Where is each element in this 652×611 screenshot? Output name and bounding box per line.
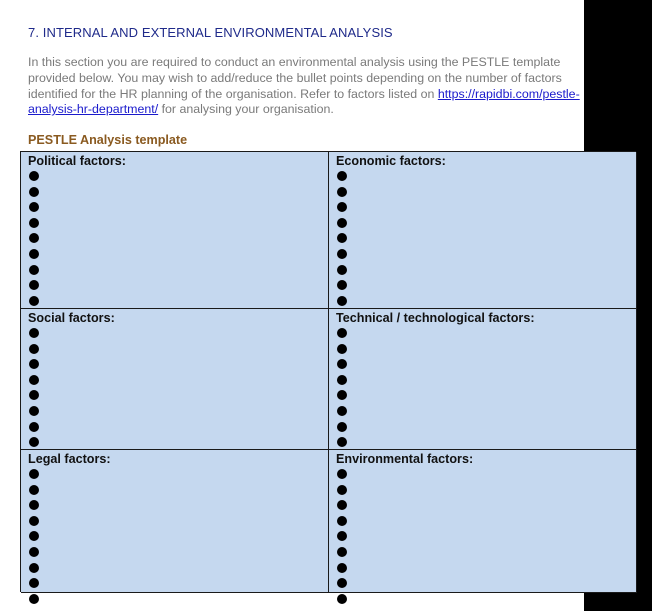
bullet-point (337, 265, 347, 275)
economic-factors-cell[interactable] (329, 152, 637, 309)
pestle-template-title: PESTLE Analysis template (28, 133, 188, 147)
bullet-point (337, 187, 347, 197)
bullet-point (29, 359, 39, 369)
bullet-point (29, 218, 39, 228)
bullet-point (337, 280, 347, 290)
bullet-list (28, 469, 328, 604)
bullet-point (337, 500, 347, 510)
bullet-point (29, 296, 39, 306)
bullet-point (29, 437, 39, 447)
bullet-point (337, 233, 347, 243)
bullet-point (337, 202, 347, 212)
bullet-point (29, 406, 39, 416)
bullet-point (29, 265, 39, 275)
bullet-point (337, 485, 347, 495)
bullet-point (337, 249, 347, 259)
bullet-point (29, 469, 39, 479)
bullet-point (29, 485, 39, 495)
bullet-point (337, 469, 347, 479)
bullet-point (337, 375, 347, 385)
bullet-point (337, 359, 347, 369)
intro-line-1: In this section you are required to conduct an environmental analysis using the PESTLE template (28, 55, 561, 69)
bullet-point (29, 202, 39, 212)
bullet-point (29, 280, 39, 290)
bullet-point (29, 375, 39, 385)
bullet-point (29, 344, 39, 354)
bullet-point (29, 249, 39, 259)
bullet-point (337, 516, 347, 526)
bullet-point (337, 531, 347, 541)
bullet-list (28, 171, 328, 306)
intro-line-2: provided below. You may wish to add/reduce the bullet points depending on the number of factors (28, 70, 562, 85)
bullet-point (29, 171, 39, 181)
bullet-point (337, 578, 347, 588)
political-factors-cell[interactable] (21, 152, 329, 309)
bullet-point (29, 578, 39, 588)
intro-line-3 (28, 87, 628, 103)
intro-line-4-text: for analysing your organisation. (158, 102, 334, 117)
section-heading: 7. INTERNAL AND EXTERNAL ENVIRONMENTAL ANALYSIS (28, 25, 393, 40)
bullet-point (29, 390, 39, 400)
pestle-table (20, 151, 636, 592)
rapidbi-link-part1[interactable]: https://rapidbi.com/pestle- (437, 86, 580, 101)
bullet-point (29, 594, 39, 604)
bullet-list (28, 328, 328, 463)
intro-line-3-text: identified for the HR planning of the organisation. Refer to factors listed on (28, 86, 438, 101)
bullet-point (337, 437, 347, 447)
bullet-point (29, 187, 39, 197)
cell-title: Technical / technological factors: (336, 311, 535, 325)
technological-factors-cell[interactable] (329, 309, 637, 450)
cell-title: Environmental factors: (336, 452, 474, 466)
bullet-point (337, 218, 347, 228)
bullet-point (29, 328, 39, 338)
bullet-point (337, 344, 347, 354)
bullet-point (337, 547, 347, 557)
rapidbi-link-part2[interactable]: analysis-hr-department/ (28, 102, 159, 117)
social-factors-cell[interactable] (21, 309, 329, 450)
bullet-list (336, 469, 636, 604)
intro-paragraph (28, 55, 628, 118)
bullet-point (29, 233, 39, 243)
cell-title: Legal factors: (28, 452, 111, 466)
intro-line-4 (28, 102, 628, 118)
bullet-point (337, 563, 347, 573)
cell-title: Economic factors: (336, 154, 446, 168)
bullet-point (337, 390, 347, 400)
bullet-point (337, 171, 347, 181)
bullet-point (337, 422, 347, 432)
environmental-factors-cell[interactable] (329, 450, 637, 593)
bullet-point (29, 422, 39, 432)
bullet-point (29, 516, 39, 526)
bullet-point (337, 406, 347, 416)
bullet-point (337, 328, 347, 338)
bullet-point (29, 500, 39, 510)
bullet-point (29, 563, 39, 573)
cell-title: Political factors: (28, 154, 126, 168)
bullet-point (29, 547, 39, 557)
cell-title: Social factors: (28, 311, 115, 325)
bullet-point (337, 296, 347, 306)
legal-factors-cell[interactable] (21, 450, 329, 593)
bullet-point (337, 594, 347, 604)
bullet-list (336, 171, 636, 306)
bullet-list (336, 328, 636, 463)
bullet-point (29, 531, 39, 541)
